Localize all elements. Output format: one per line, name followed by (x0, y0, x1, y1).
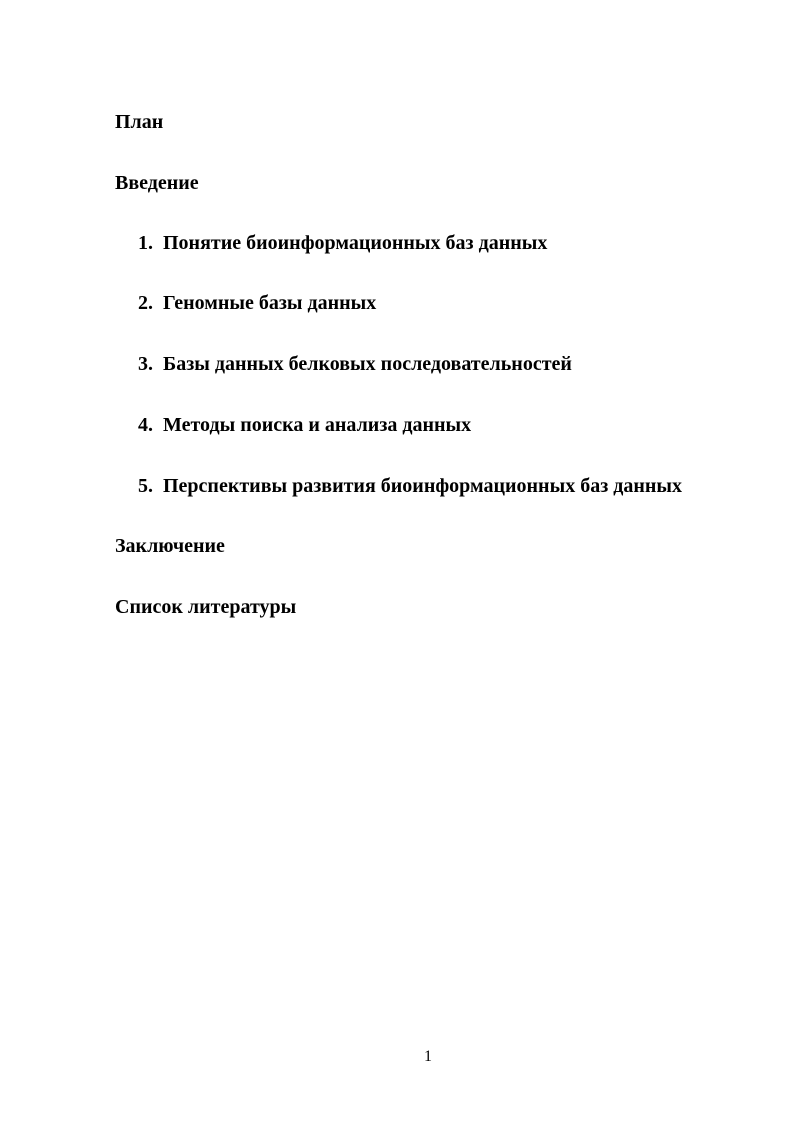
page-number: 1 (424, 1048, 432, 1065)
plan-item-2-text: Геномные базы данных (163, 292, 377, 314)
plan-item-5-number: 5. (138, 475, 153, 497)
plan-item-5 (138, 474, 682, 498)
plan-title: План (115, 111, 164, 133)
references-heading: Список литературы (115, 596, 297, 618)
plan-item-1-text: Понятие биоинформационных баз данных (163, 232, 548, 254)
plan-item-4-number: 4. (138, 414, 153, 436)
plan-item-3-number: 3. (138, 353, 153, 375)
plan-item-2-number: 2. (138, 292, 153, 314)
plan-item-3 (138, 352, 572, 376)
plan-item-5-text: Перспективы развития биоинформационных баз данных (163, 475, 683, 497)
plan-item-4 (138, 413, 471, 437)
plan-item-1-number: 1. (138, 232, 153, 254)
plan-item-2 (138, 291, 376, 315)
plan-item-4-text: Методы поиска и анализа данных (163, 414, 472, 436)
conclusion-heading: Заключение (115, 535, 225, 557)
plan-item-3-text: Базы данных белковых последовательностей (163, 353, 572, 375)
introduction-heading: Введение (115, 172, 199, 194)
plan-item-1 (138, 231, 547, 255)
